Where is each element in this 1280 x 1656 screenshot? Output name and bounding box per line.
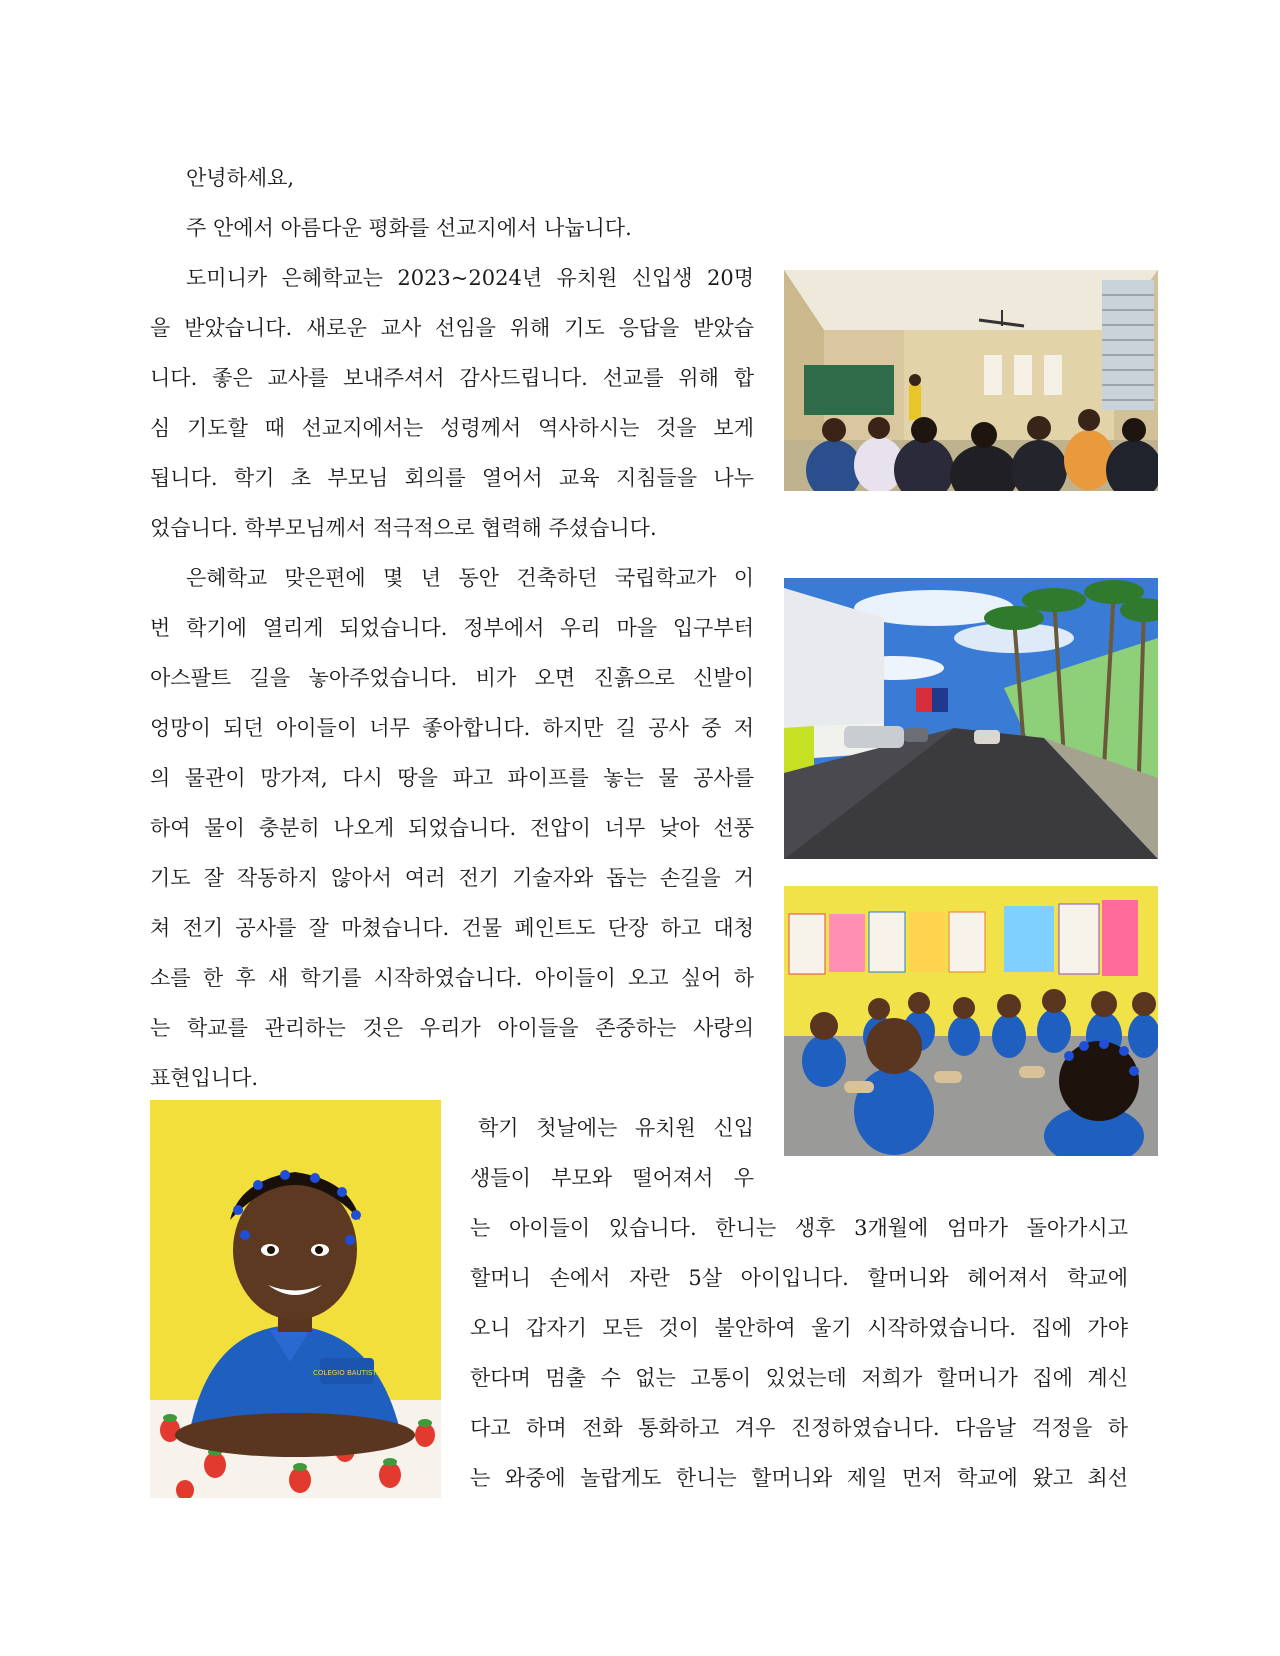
- para2-line: 는 학교를 관리하는 것은 우리가 아이들을 존중하는 사랑의: [150, 1016, 754, 1040]
- para3-line: 한다며 멈출 수 없는 고통이 있었는데 저희가 할머니가 집에 계신: [470, 1366, 1128, 1390]
- greeting: 안녕하세요,: [186, 166, 295, 190]
- kindergarten-circle-photo: [784, 886, 1158, 1156]
- para2-line: 표현입니다.: [150, 1066, 259, 1090]
- para1-line: 니다. 좋은 교사를 보내주셔서 감사드립니다. 선교를 위해 합: [150, 366, 754, 390]
- para1-line: 됩니다. 학기 초 부모님 회의를 열어서 교육 지침들을 나누: [150, 466, 754, 490]
- para2-line: 번 학기에 열리게 되었습니다. 정부에서 우리 마을 입구부터: [150, 616, 754, 640]
- para1-line: 심 기도할 때 선교지에서는 성령께서 역사하시는 것을 보게: [150, 416, 754, 440]
- para1-line: 을 받았습니다. 새로운 교사 선임을 위해 기도 응답을 받았습: [150, 316, 754, 340]
- para3-line: 학기 첫날에는 유치원 신입: [478, 1116, 754, 1140]
- shirt-logo-text: COLEGIO BAUTISTA: [313, 1369, 381, 1377]
- para3-line: 생들이 부모와 떨어져서 우: [470, 1166, 754, 1190]
- parent-meeting-photo: [784, 270, 1158, 491]
- para3-line: 는 아이들이 있습니다. 한니는 생후 3개월에 엄마가 돌아가시고: [470, 1216, 1128, 1240]
- para2-line: 엉망이 되던 아이들이 너무 좋아합니다. 하지만 길 공사 중 저: [150, 716, 754, 740]
- para3-line: 는 와중에 놀랍게도 한니는 할머니와 제일 먼저 학교에 왔고 최선: [470, 1466, 1128, 1490]
- para2-line: 은혜학교 맞은편에 몇 년 동안 건축하던 국립학교가 이: [186, 566, 754, 590]
- asphalt-road-photo: [784, 578, 1158, 859]
- para3-line: 할머니 손에서 자란 5살 아이입니다. 할머니와 헤어져서 학교에: [470, 1266, 1128, 1290]
- para2-line: 하여 물이 충분히 나오게 되었습니다. 전압이 너무 낮아 선풍: [150, 816, 754, 840]
- para2-line: 쳐 전기 공사를 잘 마쳤습니다. 건물 페인트도 단장 하고 대청: [150, 916, 754, 940]
- para3-line: 오니 갑자기 모든 것이 불안하여 울기 시작하였습니다. 집에 가야: [470, 1316, 1128, 1340]
- intro-line: 주 안에서 아름다운 평화를 선교지에서 나눕니다.: [186, 216, 632, 240]
- hanni-portrait-photo: [150, 1100, 441, 1498]
- para2-line: 아스팔트 길을 놓아주었습니다. 비가 오면 진흙으로 신발이: [150, 666, 754, 690]
- para1-line: 도미니카 은혜학교는 2023~2024년 유치원 신입생 20명: [186, 266, 754, 290]
- para2-line: 기도 잘 작동하지 않아서 여러 전기 기술자와 돕는 손길을 거: [150, 866, 754, 890]
- para2-line: 소를 한 후 새 학기를 시작하였습니다. 아이들이 오고 싶어 하: [150, 966, 754, 990]
- para3-line: 다고 하며 전화 통화하고 겨우 진정하였습니다. 다음날 걱정을 하: [470, 1416, 1128, 1440]
- para2-line: 의 물관이 망가져, 다시 땅을 파고 파이프를 놓는 물 공사를: [150, 766, 754, 790]
- para1-line: 었습니다. 학부모님께서 적극적으로 협력해 주셨습니다.: [150, 516, 657, 540]
